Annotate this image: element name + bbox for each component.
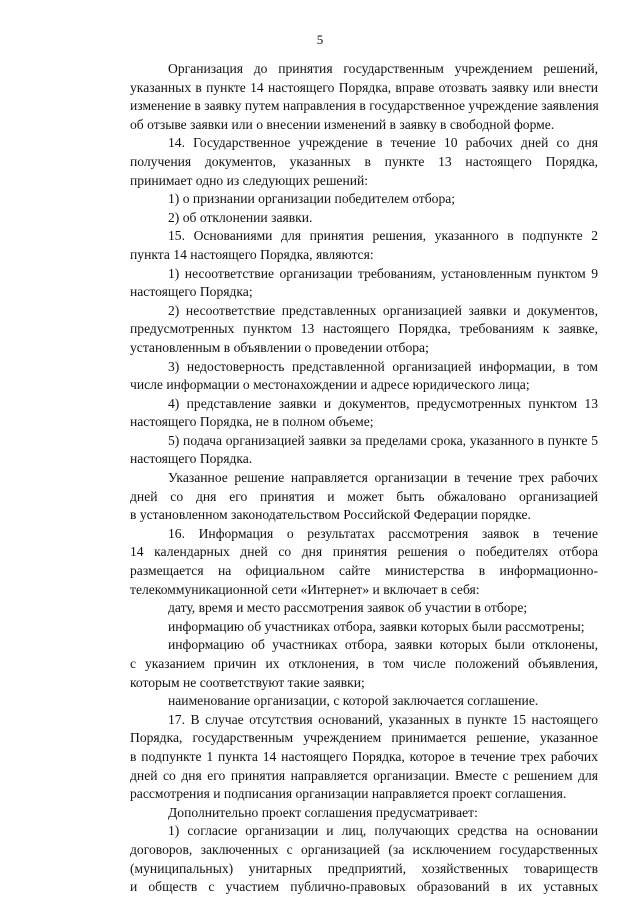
text-line: дату, время и место рассмотрения заявок об участии в отборе; bbox=[168, 600, 528, 616]
text-line: 14 календарных дней со дня принятия решения о победителях отбора bbox=[130, 544, 598, 560]
text-line: 2) несоответствие представленных организацией заявки и документов, bbox=[168, 302, 598, 318]
text-line: Организация до принятия государственным учреждением решений, bbox=[168, 61, 598, 76]
text-line: 16. Информация о результатах рассмотрения заявок в течение bbox=[168, 525, 598, 541]
text-line: в подпункте 1 пункта 14 настоящего Порядка, которое в течение трех рабочих bbox=[130, 748, 598, 764]
text-line: 3) недостоверность представленной организацией информации, в том bbox=[168, 358, 598, 374]
text-line: информацию об участниках отбора, заявки которых были отклонены, bbox=[168, 637, 598, 653]
paragraph-p17 bbox=[92, 711, 598, 804]
paragraph-p16 bbox=[92, 692, 598, 711]
paragraph-p5 bbox=[92, 227, 598, 264]
paragraph-p12 bbox=[92, 525, 598, 599]
paragraph-p3 bbox=[92, 190, 598, 209]
text-line: числе информации о местонахождении и адресе юридического лица; bbox=[130, 377, 530, 393]
document-body bbox=[92, 60, 598, 897]
text-line: в установленном законодательством Российской Федерации порядке. bbox=[130, 507, 531, 523]
paragraph-p18 bbox=[92, 804, 598, 823]
paragraph-p11 bbox=[92, 469, 598, 525]
text-line: рассмотрения и подписания организации направляется проект соглашения. bbox=[130, 786, 567, 802]
text-line: изменение в заявку путем направления в государственное учреждение заявления bbox=[130, 98, 599, 114]
text-line: Порядка, государственным учреждением принимается решение, указанное bbox=[130, 730, 598, 746]
text-line: 1) согласие организации и лиц, получающих средства на основании bbox=[168, 823, 598, 839]
text-line: (муниципальных) унитарных предприятий, хозяйственных товариществ bbox=[130, 860, 598, 876]
text-line: 1) о признании организации победителем отбора; bbox=[168, 191, 456, 207]
text-line: Дополнительно проект соглашения предусматривает: bbox=[168, 804, 478, 820]
text-line: 14. Государственное учреждение в течение 10 рабочих дней со дня bbox=[168, 135, 598, 151]
text-line: наименование организации, с которой заключается соглашение. bbox=[168, 693, 539, 709]
paragraph-p13 bbox=[92, 599, 598, 618]
text-line: договоров, заключенных с организацией (за исключением государственных bbox=[130, 841, 598, 857]
text-line: дней со дня его принятия направляется организации. Вместе с решением для bbox=[130, 767, 598, 783]
paragraph-p8 bbox=[92, 358, 598, 395]
paragraph-p14 bbox=[92, 618, 598, 637]
page-number: 5 bbox=[316, 32, 324, 47]
text-line: 5) подача организацией заявки за пределами срока, указанного в пункте 5 bbox=[168, 432, 598, 448]
text-line: и обществ с участием публично-правовых образований в их уставных bbox=[130, 879, 598, 895]
text-line: настоящего Порядка. bbox=[130, 451, 253, 467]
text-line: 2) об отклонении заявки. bbox=[168, 209, 313, 225]
text-line: получения документов, указанных в пункте 13 настоящего Порядка, bbox=[130, 153, 598, 169]
text-line: 4) представление заявки и документов, предусмотренных пунктом 13 bbox=[168, 395, 598, 411]
paragraph-p10 bbox=[92, 432, 598, 469]
text-line: принимает одно из следующих решений: bbox=[130, 172, 369, 188]
text-line: размещается на официальном сайте министерства в информационно- bbox=[130, 563, 598, 579]
paragraph-p1 bbox=[92, 60, 598, 134]
text-line: 17. В случае отсутствия оснований, указанных в пункте 15 настоящего bbox=[168, 711, 598, 727]
text-line: 1) несоответствие организации требованиям, установленным пунктом 9 bbox=[168, 265, 598, 281]
text-line: с указанием причин их отклонения, в том числе положений объявления, bbox=[130, 656, 598, 671]
paragraph-p6 bbox=[92, 265, 598, 302]
text-line: настоящего Порядка; bbox=[130, 284, 253, 300]
text-line: указанных в пункте 14 настоящего Порядка, вправе отозвать заявку или внести bbox=[130, 79, 598, 95]
text-line: настоящего Порядка, не в полном объеме; bbox=[130, 414, 374, 430]
text-line: пункта 14 настоящего Порядка, являются: bbox=[130, 246, 374, 262]
paragraph-p15 bbox=[92, 636, 598, 692]
text-line: установленным в объявлении о проведении отбора; bbox=[130, 339, 429, 355]
text-line: дней со дня его принятия и может быть обжаловано организацией bbox=[130, 488, 598, 504]
text-line: 15. Основаниями для принятия решения, указанного в подпункте 2 bbox=[168, 228, 598, 244]
text-line: телекоммуникационной сети «Интернет» и включает в себя: bbox=[130, 581, 480, 597]
paragraph-p7 bbox=[92, 302, 598, 358]
text-line: Указанное решение направляется организации в течение трех рабочих bbox=[168, 470, 598, 486]
paragraph-p19 bbox=[92, 822, 598, 896]
paragraph-p9 bbox=[92, 395, 598, 432]
paragraph-p4 bbox=[92, 209, 598, 228]
text-line: предусмотренных пунктом 13 настоящего Порядка, требованиям к заявке, bbox=[130, 321, 598, 337]
text-line: информацию об участниках отбора, заявки которых были рассмотрены; bbox=[168, 618, 585, 634]
text-line: об отзыве заявки или о внесении изменений в заявку в свободной форме. bbox=[130, 116, 555, 132]
text-line: которым не соответствуют такие заявки; bbox=[130, 674, 365, 690]
paragraph-p2 bbox=[92, 134, 598, 190]
